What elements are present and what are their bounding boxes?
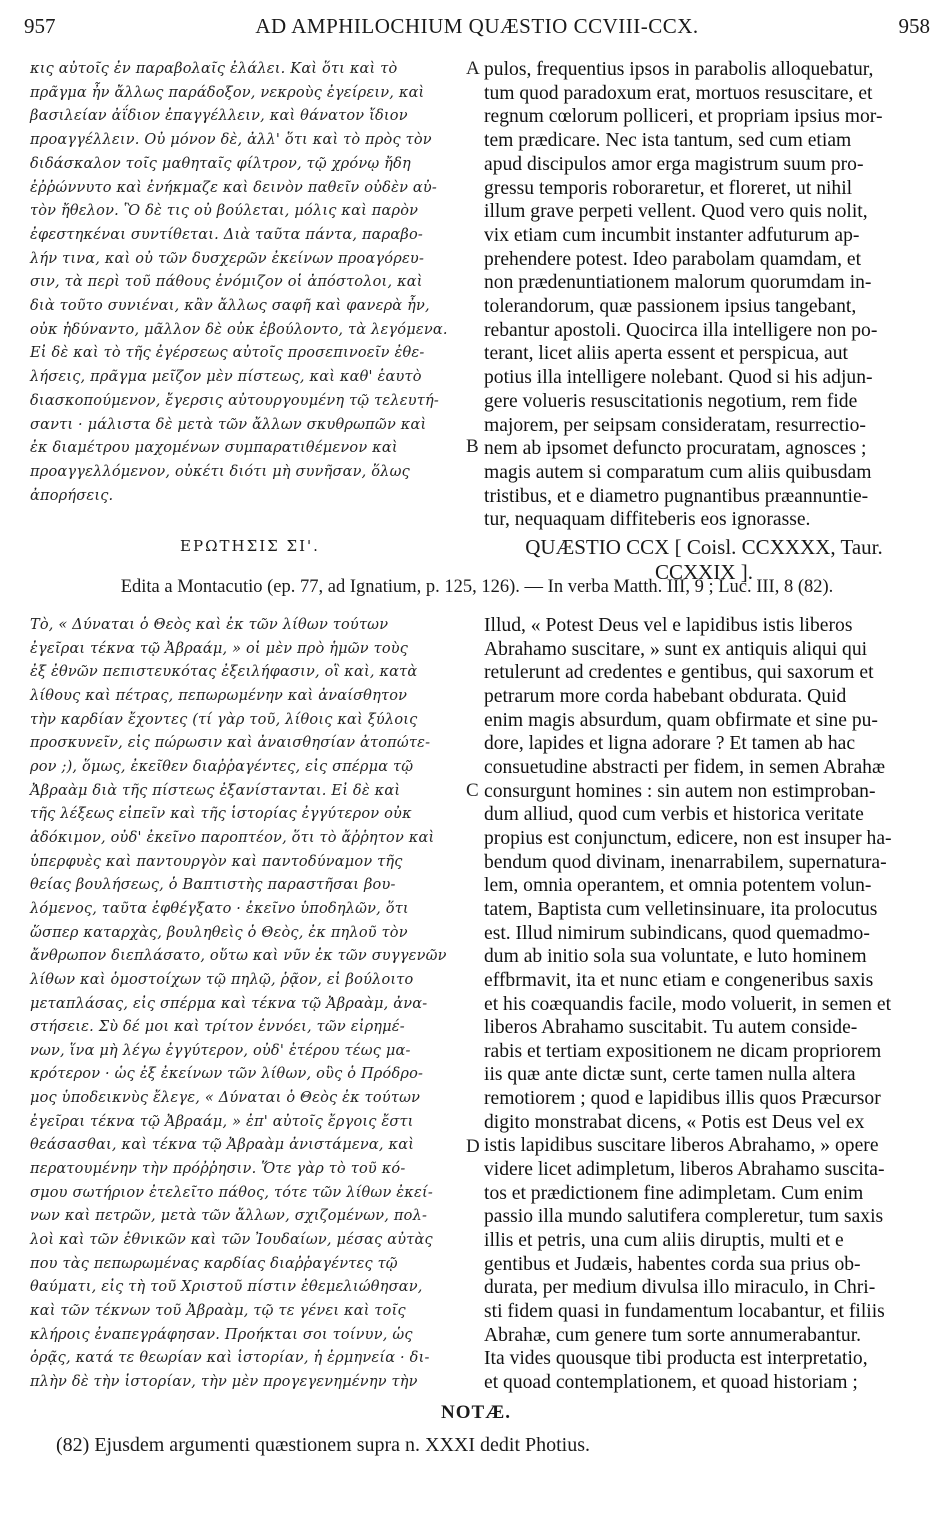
notes-heading: NOTÆ. [441, 1402, 511, 1423]
margin-marker-c: C [466, 780, 479, 801]
greek-column-bottom: Τὸ, « Δύναται ὁ Θεὸς καὶ ἐκ τῶν λίθων τούτων ἐγεῖραι τέκνα τῷ Ἀβραάμ, » οἱ μὲν πρὸ ἡμῶν τοὺς ἐξ ἐθνῶν πεπιστευκότας ἐξειλήφασιν, οἳ καὶ, κατὰ λίθους καὶ πέτρας, πεπωρωμένην καὶ ἀναίσθητον τὴν καρδίαν ἔχοντες (τί γὰρ τοῦ, λίθοις καὶ ξύλοις προσκυνεῖν, εἰς πώρωσιν καὶ ἀναισθησίαν ἀτοπώτε- ρον ;), ὅμως, ἐκεῖθεν διαῤῥαγέντες, εἰς σπέρμα τῷ Ἀβραὰμ διὰ τῆς πίστεως ἐξανίστανται. Εἰ δὲ καὶ τῆς λέξεως εἰπεῖν καὶ τῆς ἱστορίας ἐγγύτερον οὐκ ἀδόκιμον, οὐδ' ἐκεῖνο παροπτέον, ὅτι τὸ ἄῤῥητον καὶ ὑπερφυὲς καὶ παντουργὸν καὶ παντοδύναμον τῆς θείας βουλήσεως, ὁ Βαπτιστὴς παραστῆσαι βου- λόμενος, ταῦτα ἐφθέγξατο · ἐκεῖνο ὑποδηλῶν, ὅτι ὥσπερ καταρχὰς, βουληθεὶς ὁ Θεὸς, ἐκ πηλοῦ τὸν ἄνθρωπον διεπλάσατο, οὕτω καὶ νῦν ἐκ τῶν συγγενῶν λίθων καὶ ὁμοστοίχων τῷ πηλῷ, ῥᾷον, εἰ βούλοιτο μεταπλάσας, εἰς σπέρμα καὶ τέκνα τῷ Ἀβραὰμ, ἀνα- στήσειε. Σὺ δέ μοι καὶ τρίτον ἐννόει, τῶν εἰρημέ- νων, ἵνα μὴ λέγω ἐγγύτερον, οὐδ' ἑτέρου τέως μα- κρότερον · ὡς ἐξ ἐκείνων τῶν λίθων, οὓς ὁ Πρόδρο- μος ὑποδεικνὺς ἔλεγε, « Δύναται ὁ Θεὸς ἐκ τούτων ἐγεῖραι τέκνα τῷ Ἀβραάμ, » ἐπ' αὐτοῖς ἔργοις ἔστι θεάσασθαι, καὶ τέκνα τῷ Ἀβραὰμ ἀνιστάμενα, καὶ περατουμένην τὴν πρόῤῥησιν. Ὅτε γὰρ τὸ τοῦ κό- σμου σωτήριον ἐτελεῖτο πάθος, τότε τῶν λίθων ἐκεί- νων καὶ πετρῶν, μετὰ τῶν ἄλλων, σχιζομένων, πολ- λοὶ καὶ τῶν ἐθνικῶν καὶ τῶν Ἰουδαίων, μέσας αὐτὰς που τὰς πεπωρωμένας καρδίας διαῤῥαγέντες τῷ θαύματι, εἰς τὴ τοῦ Χριστοῦ πίστιν ἐθεμελιώθησαν, καὶ τῶν τέκνων τοῦ Ἀβραὰμ, τῷ τε γένει καὶ τοῖς κλήροις ἐναπεγράφησαν. Προήκται σοι τοίνυν, ὡς ὁρᾷς, κατά τε θεωρίαν καὶ ἱστορίαν, ἡ ἑρμηνεία · δι- πλὴν δὲ τὴν ἱστορίαν, τὴν μὲν προγεγενημένην τὴν [30, 617, 447, 1390]
running-title: AD AMPHILOCHIUM QUÆSTIO CCVIII-CCX. [255, 14, 699, 38]
page-number-left: 957 [24, 14, 56, 38]
footnote-82: (82) Ejusdem argumenti quæstionem supra n. XXXI dedit Photius. [56, 1434, 591, 1456]
page-header [24, 14, 930, 44]
greek-column-top: κις αὐτοῖς ἐν παραβολαῖς ἐλάλει. Καὶ ὅτι καὶ τὸ πρᾶγμα ἦν ἄλλως παράδοξον, νεκροὺς ἐγείρειν, καὶ βασιλείαν ἀΐδιον ἐπαγγέλλειν, καὶ θάνατον ἴδιον προαγγέλλειν. Οὐ μόνον δὲ, ἀλλ' ὅτι καὶ τὸ πρὸς τὸν διδάσκαλον τοῖς μαθηταῖς φίλτρον, τῷ χρόνῳ ἤδη ἐῤῥώννυτο καὶ ἐνήκμαζε καὶ δεινὸν παθεῖν οὐδὲν αὐ- τὸν ἤθελον. Ὃ δὲ τις οὐ βούλεται, μόλις καὶ παρὸν ἐφεστηκέναι συντίθεται. Διὰ ταῦτα πάντα, παραβο- λήν τινα, καὶ οὐ τῶν δυσχερῶν ἐκείνων προαγόρευ- σιν, τὰ περὶ τοῦ πάθους ἐνόμιζον οἱ ἀπόστολοι, καὶ διὰ τοῦτο συνιέναι, κἂν ἄλλως σαφῆ καὶ φανερὰ ἦν, οὐκ ἠδύναντο, μᾶλλον δὲ οὐκ ἐβούλοντο, τὰ λεγόμενα. Εἰ δὲ καὶ τὸ τῆς ἐγέρσεως αὐτοῖς προσεπινοεῖν ἐθε- λήσεις, πρᾶγμα μεῖζον μὲν πίστεως, καὶ καθ' ἑαυτὸ διασκοπούμενον, ἔγερσις αὐτουργουμένη τῷ τελευτή- σαντι · μάλιστα δὲ μετὰ τῶν ἄλλων σκυθρωπῶν καὶ ἐκ διαμέτρου μαχομένων συμπαρατιθέμενον καὶ προαγγελλόμενον, οὐκέτι διότι μὴ συνῆσαν, ὅλως ἀπορήσεις. [30, 61, 448, 504]
margin-marker-a: A [466, 58, 480, 79]
margin-marker-d: D [466, 1136, 480, 1157]
latin-question-title: QUÆSTIO CCX [ Coisl. CCXXXX, Taur. CCXXIX ]. [525, 535, 883, 584]
margin-marker-b: B [466, 436, 479, 457]
latin-column-top: pulos, frequentius ipsos in parabolis alloquebatur, tum quod paradoxum erat, mortuos resuscitare, et regnum cœlorum polliceri, et propriam ipsius mor- tem prædicare. Nec ista tantum, sed cum etiam apud discipulos amor erga magistrum suum pro- gressu temporis roboraretur, et floreret, ut nihil illum grave perpeti vellent. Quod vero quis nolit, vix etiam cum incumbit instanter adfuturum ap- prehendere potest. Ideo parabolam quamdam, et non prædenuntiationem malorum quorumdam in- tolerandorum, quæ passionem ipsius tangebant, rebantur apostoli. Quocirca illa intelligere non po- terant, licet aliis aperta essent et perspicua, aut potius illa intelligere nolebant. Quod si his adjun- gere volueris resuscitationis negotium, rem fide majorem, per seipsam consideratam, resurrectio- nem ab ipsomet defuncto procuratam, agnosces ; magis autem si comparatum cum aliis quibusdam tristibus, et e diametro pugnantibus præannuntie- tur, nequaquam diffiteberis eos ignorasse. [484, 59, 883, 531]
edition-note-line: Edita a Montacutio (ep. 77, ad Ignatium, p. 125, 126). — In verba Matth. III, 9 ; Luc. III, 8 (82). [120, 577, 834, 597]
page-number-right: 958 [898, 14, 930, 38]
greek-question-title: ΕΡΩΤΗΣΙΣ ΣΙ'. [180, 537, 320, 555]
latin-column-bottom: Illud, « Potest Deus vel e lapidibus istis liberos Abrahamo suscitare, » sunt ex antiquis aliqui qui retulerunt ad credentes e gentibus, qui saxorum et petrarum more corda habebant obdurata. Quid enim magis absurdum, quam obfirmate et sine pu- dore, lapides et ligna adorare ? Et tamen ab hac consuetudine abstracti per fidem, in semen Abrahæ consurgunt homines : sin autem non estimproban- dum alliud, quod cum verbis et historica veritate propius est conjunctum, edicere, non est insuper ha- bendum quod divinam, inenarrabilem, supernatura- lem, omnia operantem, et omnia potentem volun- tatem, Baptista cum velletinsinuare, ita prolocutus est. Illud nimirum subindicans, quod quemadmo- dum ab initio sola sua voluntate, e luto hominem effbrmavit, ita et nunc etiam e congeneribus saxis et his coæquandis facile, modo voluerit, in semen et liberos Abrahamo suscitabit. Tu autem conside- rabis et tertiam expositionem ne dicam propriorem iis quæ ante dictæ sunt, certe tamen nulla altera remotiorem ; quod e lapidibus illis quos Præcursor digito monstrabat dicens, « Potis est Deus vel ex istis lapidibus suscitare liberos Abrahamo, » opere videre licet adimpletum, liberos Abrahamo suscita- tos et prædictionem fine adimpletam. Cum enim passio illa mundo salutifera compleretur, tum saxis illis et petris, una cum aliis diruptis, multi et e gentibus et Judæis, habentes corda sua prius ob- durata, per medium divulsa illo miraculo, in Chri- sti fidem quasi in fundamentum locabantur, et filiis Abrahæ, cum genere tum sorte annumerabantur. Ita vides quousque tibi producta est interpretatio, et quoad contemplationem, et quoad historiam ; [484, 615, 892, 1393]
